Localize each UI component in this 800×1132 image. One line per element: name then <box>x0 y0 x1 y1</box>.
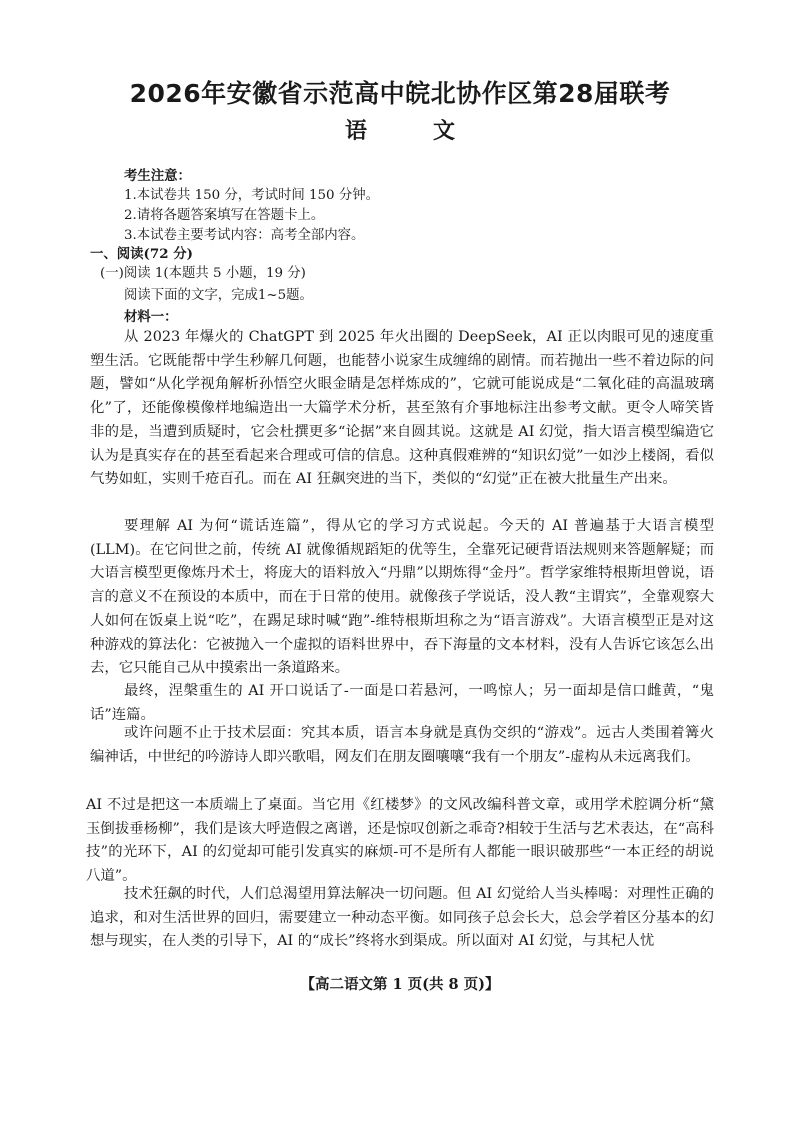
passage-paragraph: AI 不过是把这一本质端上了桌面。当它用《红楼梦》的文风改编科普文章，或用学术腔调分析“黛玉倒拔垂杨柳”，我们是该大呼造假之离谱，还是惊叹创新之乖奇?相较于生活与艺术表达，在“高科技”的光环下，AI 的幻觉却可能引发真实的麻烦-可不是所有人都能一眼识破那些“一本正经的胡说八道”。 <box>86 797 714 885</box>
notice-item: 1.本试卷共 150 分，考试时间 150 分钟。 <box>124 188 379 203</box>
notice-heading: 考生注意： <box>124 168 191 184</box>
reading-instruction: 阅读下面的文字，完成1~5题。 <box>124 288 313 303</box>
page-footer: 【高二语文第 1 页(共 8 页)】 <box>300 976 500 993</box>
section-title: 一、阅读(72 分) <box>90 246 193 262</box>
passage-paragraph: 或许问题不止于技术层面：究其本质，语言本身就是真伪交织的“游戏”。远古人类围着篝火编神话，中世纪的吟游诗人即兴歌唱，网友们在朋友圈嚷嚷“我有一个朋友”-虚构从未远离我们。 <box>90 725 714 765</box>
passage-paragraph: 从 2023 年爆火的 ChatGPT 到 2025 年火出圈的 DeepSeek，AI 正以肉眼可见的速度重塑生活。它既能帮中学生秒解几何题，也能替小说家生成缠绵的剧情。而若抛出一些不着边际的问题，譬如“从化学视角解析孙悟空火眼金睛是怎样炼成的”，它就可能说成是“二氧化硅的高温玻璃化”了，还能像模像样地编造出一大篇学术分析，甚至煞有介事地标注出参考文献。更令人啼笑皆非的是，当遭到质疑时，它会杜撰更多“论据”来自圆其说。这就是 AI 幻觉，指大语言模型编造它认为是真实存在的甚至看起来合理或可信的信息。这种真假难辨的“知识幻觉”一如沙上楼阁，看似气势如虹，实则千疮百孔。而在 AI 狂飙突进的当下，类似的“幻觉”正在被大批量生产出来。 <box>90 329 714 488</box>
notice-item: 3.本试卷主要考试内容：高考全部内容。 <box>124 228 365 243</box>
candidate-notice <box>124 166 379 246</box>
subject-title <box>0 114 800 145</box>
exam-title: 2026年安徽省示范高中皖北协作区第28届联考 <box>129 79 671 108</box>
passage-paragraph: 最终，涅槃重生的 AI 开口说话了-一面是口若悬河，一鸣惊人；另一面却是信口雌黄，“鬼话”连篇。 <box>90 683 714 723</box>
material-label: 材料一： <box>124 309 178 325</box>
subject-char: 语 <box>344 119 367 144</box>
subsection-title: (一)阅读 1(本题共 5 小题，19 分) <box>100 266 306 281</box>
subject-char: 文 <box>433 119 456 144</box>
passage-paragraph: 技术狂飙的时代，人们总渴望用算法解决一切问题。但 AI 幻觉给人当头棒喝：对理性正确的追求，和对生活世界的回归，需要建立一种动态平衡。如同孩子总会长大，总会学着区分基本的幻想与现实，在人类的引导下，AI 的“成长”终将水到渠成。所以面对 AI 幻觉，与其杞人忧 <box>90 886 714 950</box>
notice-item: 2.请将各题答案填写在答题卡上。 <box>124 208 325 223</box>
passage-paragraph: 要理解 AI 为何“谎话连篇”，得从它的学习方式说起。今天的 AI 普遍基于大语言模型(LLM)。在它问世之前，传统 AI 就像循规蹈矩的优等生，全靠死记硬背语法规则来答题解疑；而大语言模型更像炼丹术士，将庞大的语料放入“丹鼎”以期炼得“金丹”。哲学家维特根斯坦曾说，语言的意义不在预设的本质中，而在于日常的使用。就像孩子学说话，没人教“主谓宾”，全靠观察大人如何在饭桌上说“吃”，在踢足球时喊“跑”-维特根斯坦称之为“语言游戏”。大语言模型正是对这种游戏的算法化：它被抛入一个虚拟的语料世界中，吞下海量的文本材料，没有人告诉它该怎么出去，它只能自己从中摸索出一条道路来。 <box>90 518 714 677</box>
